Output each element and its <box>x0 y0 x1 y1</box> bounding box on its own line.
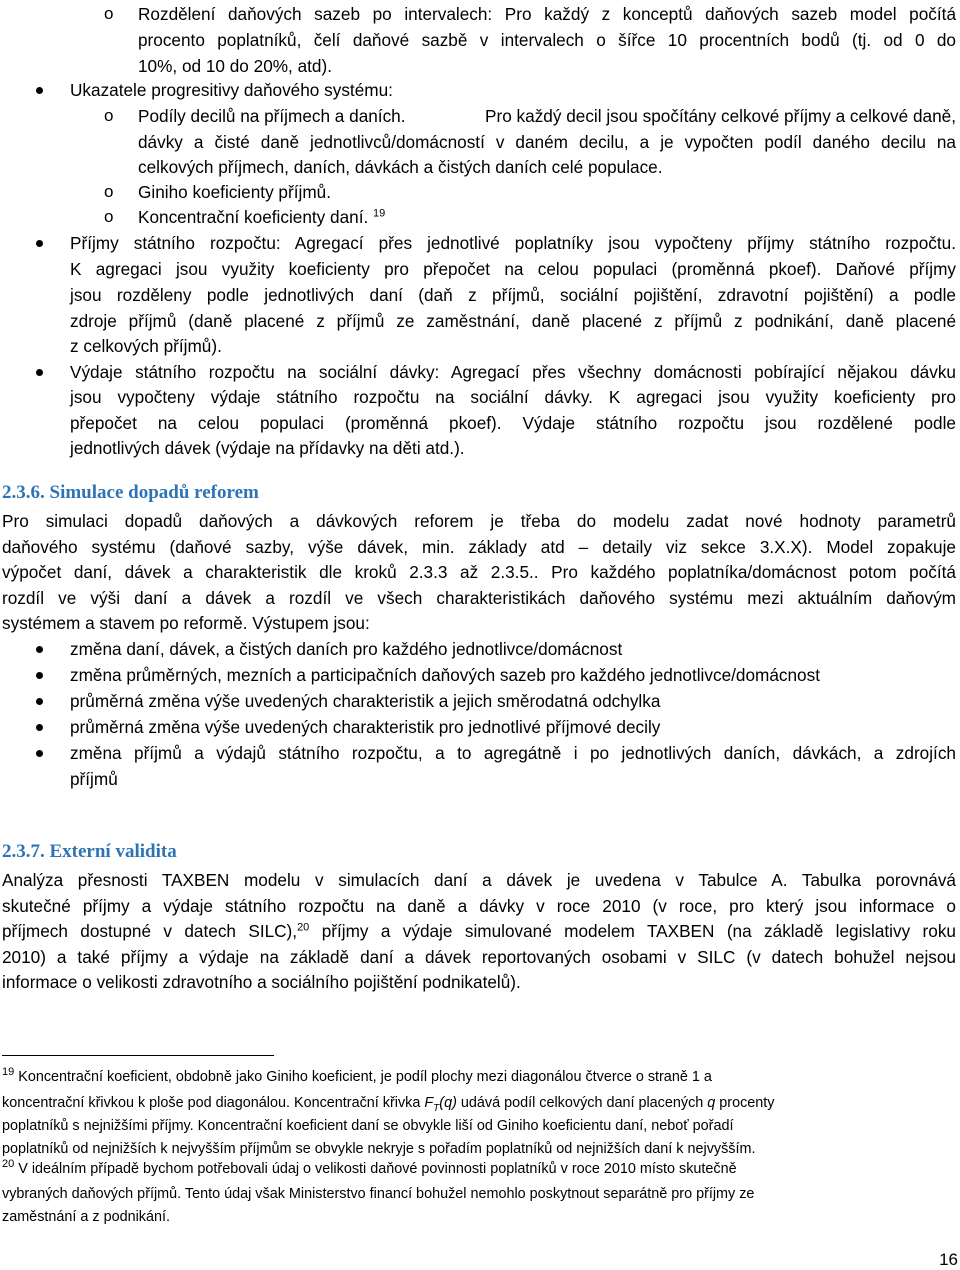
s236-para-line-1: Pro simulaci dopadů daňových a dávkových reforem je třeba do modelu zadat nové hodnoty parametrů <box>2 511 956 531</box>
section-number: 2.3.7. <box>2 841 45 862</box>
podily-line-2: dávky a čisté daně jednotlivců/domácností v daném decilu, a je vypočten podíl daného decilu na <box>138 132 956 152</box>
bullet-icon <box>36 672 43 679</box>
fn19-symbol-q2: q <box>707 1095 716 1111</box>
footnote-mark-19: 19 <box>2 1066 15 1079</box>
fn19-text-2a: koncentrační křivkou k ploše pod diagonálou. Koncentrační křivka <box>2 1095 425 1111</box>
fn19-symbol-q: (q) <box>439 1095 457 1111</box>
footnote-ref-19[interactable]: 19 <box>373 207 386 220</box>
bullet-icon <box>36 87 43 94</box>
vydaje-line-1: Výdaje státního rozpočtu na sociální dávky: Agregací přes všechny domácnosti pobírající nějakou dávku <box>70 362 956 382</box>
section-heading-236 <box>2 482 259 504</box>
prijmy-line-1: Příjmy státního rozpočtu: Agregací přes jednotlivé poplatníky jsou vypočteny příjmy státního rozpočtu. <box>70 233 956 253</box>
footnote-20-line-1 <box>2 1160 737 1178</box>
footnote-19-line-2 <box>2 1094 775 1118</box>
section-heading-237 <box>2 841 177 863</box>
bullet-icon <box>36 724 43 731</box>
rozdeleni-line-3: 10%, od 10 do 20%, atd). <box>138 56 332 76</box>
vydaje-line-4: jednotlivých dávek (výdaje na přídavky na děti atd.). <box>70 438 465 458</box>
footnote-separator <box>2 1055 274 1056</box>
fn20-text-1: V ideálním případě bychom potřebovali údaj o velikosti daňové povinnosti poplatníků v roce 2010 místo skutečně <box>14 1161 737 1177</box>
prijmy-line-5: z celkových příjmů). <box>70 336 222 356</box>
s237-para-line-5: informace o velikosti zdravotního a sociálního pojištění podnikatelů). <box>2 972 521 992</box>
page-number: 16 <box>939 1250 958 1269</box>
podily-line-3: celkových příjmech, daních, dávkách a čistých daních celé populace. <box>138 157 663 177</box>
koncentracni-text: Koncentrační koeficienty daní. <box>138 207 369 227</box>
footnote-19-line-1 <box>2 1068 712 1086</box>
ukazatele-heading: Ukazatele progresitivy daňového systému: <box>70 80 393 100</box>
sub-bullet-marker: o <box>104 182 114 201</box>
section-title: Simulace dopadů reforem <box>49 482 259 503</box>
prijmy-line-3: jsou rozděleny podle jednotlivých daní (daň z příjmů, sociální pojištění, zdravotní pojištění) a podle <box>70 285 956 305</box>
s236-bullet-5-line-1: změna příjmů a výdajů státního rozpočtu, a to agregátně i po jednotlivých daních, dávkách, a zdrojích <box>70 743 956 763</box>
footnote-mark-20: 20 <box>2 1158 15 1171</box>
sub-bullet-marker: o <box>104 4 114 23</box>
s237-para-line-4: 2010) a také příjmy a výdaje na základě daní a dávek reportovaných osobami v SILC (v datech bohužel nejsou <box>2 947 956 967</box>
s237-line3-a: příjmech dostupné v datech SILC), <box>2 921 298 941</box>
vydaje-line-2: jsou vypočteny výdaje státního rozpočtu na sociální dávky. K agregaci jsou využity koeficienty pro <box>70 387 956 407</box>
s236-bullet-4: průměrná změna výše uvedených charakteristik pro jednotlivé příjmové decily <box>70 717 661 737</box>
s236-bullet-5-line-2: příjmů <box>70 769 118 789</box>
gini-item: Giniho koeficienty příjmů. <box>138 182 331 202</box>
s236-para-line-5: systémem a stavem po reformě. Výstupem jsou: <box>2 613 370 633</box>
fn19-text-2b: udává podíl celkových daní placených <box>456 1095 708 1111</box>
s237-line3-b: příjmy a výdaje simulované modelem TAXBEN (na základě legislativy roku <box>309 921 956 941</box>
fn19-text-1: Koncentrační koeficient, obdobně jako Giniho koeficient, je podíl plochy mezi diagonálou čtverce o straně 1 a <box>14 1069 712 1085</box>
s236-para-line-2: daňového systému (daňové sazby, výše dávek, min. základy atd – detaily viz sekce 3.X.X). Model zopakuje <box>2 537 956 557</box>
section-number: 2.3.6. <box>2 482 45 503</box>
section-title: Externí validita <box>49 841 177 862</box>
fn19-text-2c: procenty <box>715 1095 775 1111</box>
s237-para-line-2: skutečné příjmy a výdaje státního rozpočtu na daně a dávky v roce 2010 (v roce, pro který jsou informace o <box>2 896 956 916</box>
bullet-icon <box>36 698 43 705</box>
koncentracni-item <box>138 207 385 227</box>
prijmy-line-4: zdroje příjmů (daně placené z příjmů ze zaměstnání, daně placené z příjmů z podnikání, daně placené <box>70 311 956 331</box>
s236-bullet-2: změna průměrných, mezních a participačních daňových sazeb pro každého jednotlivce/domácnost <box>70 665 820 685</box>
podily-line-1 <box>138 106 956 126</box>
footnote-20-line-3: zaměstnání a z podnikání. <box>2 1209 170 1225</box>
sub-bullet-marker: o <box>104 106 114 125</box>
footnote-19-line-3: poplatníků s nejnižšími příjmy. Koncentrační koeficient daní se obvykle liší od Giniho koeficientu daní, neboť pořadí <box>2 1118 734 1134</box>
bullet-icon <box>36 240 43 247</box>
rozdeleni-line-2: procento poplatníků, čelí daňové sazbě v intervalech o šířce 10 procentních bodů (tj. od 0 do <box>138 30 956 50</box>
s236-bullet-3: průměrná změna výše uvedených charakteristik a jejich směrodatná odchylka <box>70 691 661 711</box>
footnote-19-line-4: poplatníků od nejnižších k nejvyšším příjmům se obvykle nekryje s pořadím poplatníků od nejnižších daní k nejvyšším. <box>2 1141 756 1157</box>
bullet-icon <box>36 750 43 757</box>
bullet-icon <box>36 369 43 376</box>
podily-title: Podíly decilů na příjmech a daních. <box>138 106 406 126</box>
vydaje-line-3: přepočet na celou populaci (proměnná pkoef). Výdaje státního rozpočtu jsou rozdělené podle <box>70 413 956 433</box>
podily-text: Pro každý decil jsou spočítány celkové příjmy a celkové daně, <box>485 106 956 126</box>
rozdeleni-line-1: Rozdělení daňových sazeb po intervalech: Pro každý z konceptů daňových sazeb model počítá <box>138 4 956 24</box>
footnote-ref-20[interactable]: 20 <box>297 921 310 934</box>
sub-bullet-marker: o <box>104 207 114 226</box>
footnote-20-line-2: vybraných daňových příjmů. Tento údaj však Ministerstvo financí bohužel nemohlo poskytnout separátně pro příjmy ze <box>2 1186 755 1202</box>
s236-para-line-3: výpočet daní, dávek a charakteristik dle kroků 2.3.3 až 2.3.5.. Pro každého poplatníka/domácnost potom počítá <box>2 562 956 582</box>
fn19-symbol-f: F <box>424 1095 434 1111</box>
s237-para-line-3 <box>2 921 956 941</box>
s237-para-line-1: Analýza přesnosti TAXBEN modelu v simulacích daní a dávek je uvedena v Tabulce A. Tabulka porovnává <box>2 870 956 890</box>
prijmy-line-2: K agregaci jsou využity koeficienty pro přepočet na celou populaci (proměnná pkoef). Daňové příjmy <box>70 259 956 279</box>
s236-bullet-1: změna daní, dávek, a čistých daních pro každého jednotlivce/domácnost <box>70 639 623 659</box>
fn19-symbol-t: T <box>433 1102 440 1114</box>
bullet-icon <box>36 646 43 653</box>
s236-para-line-4: rozdíl ve výši daní a dávek a rozdíl ve všech charakteristikách daňového systému mezi aktuálním daňovým <box>2 588 956 608</box>
